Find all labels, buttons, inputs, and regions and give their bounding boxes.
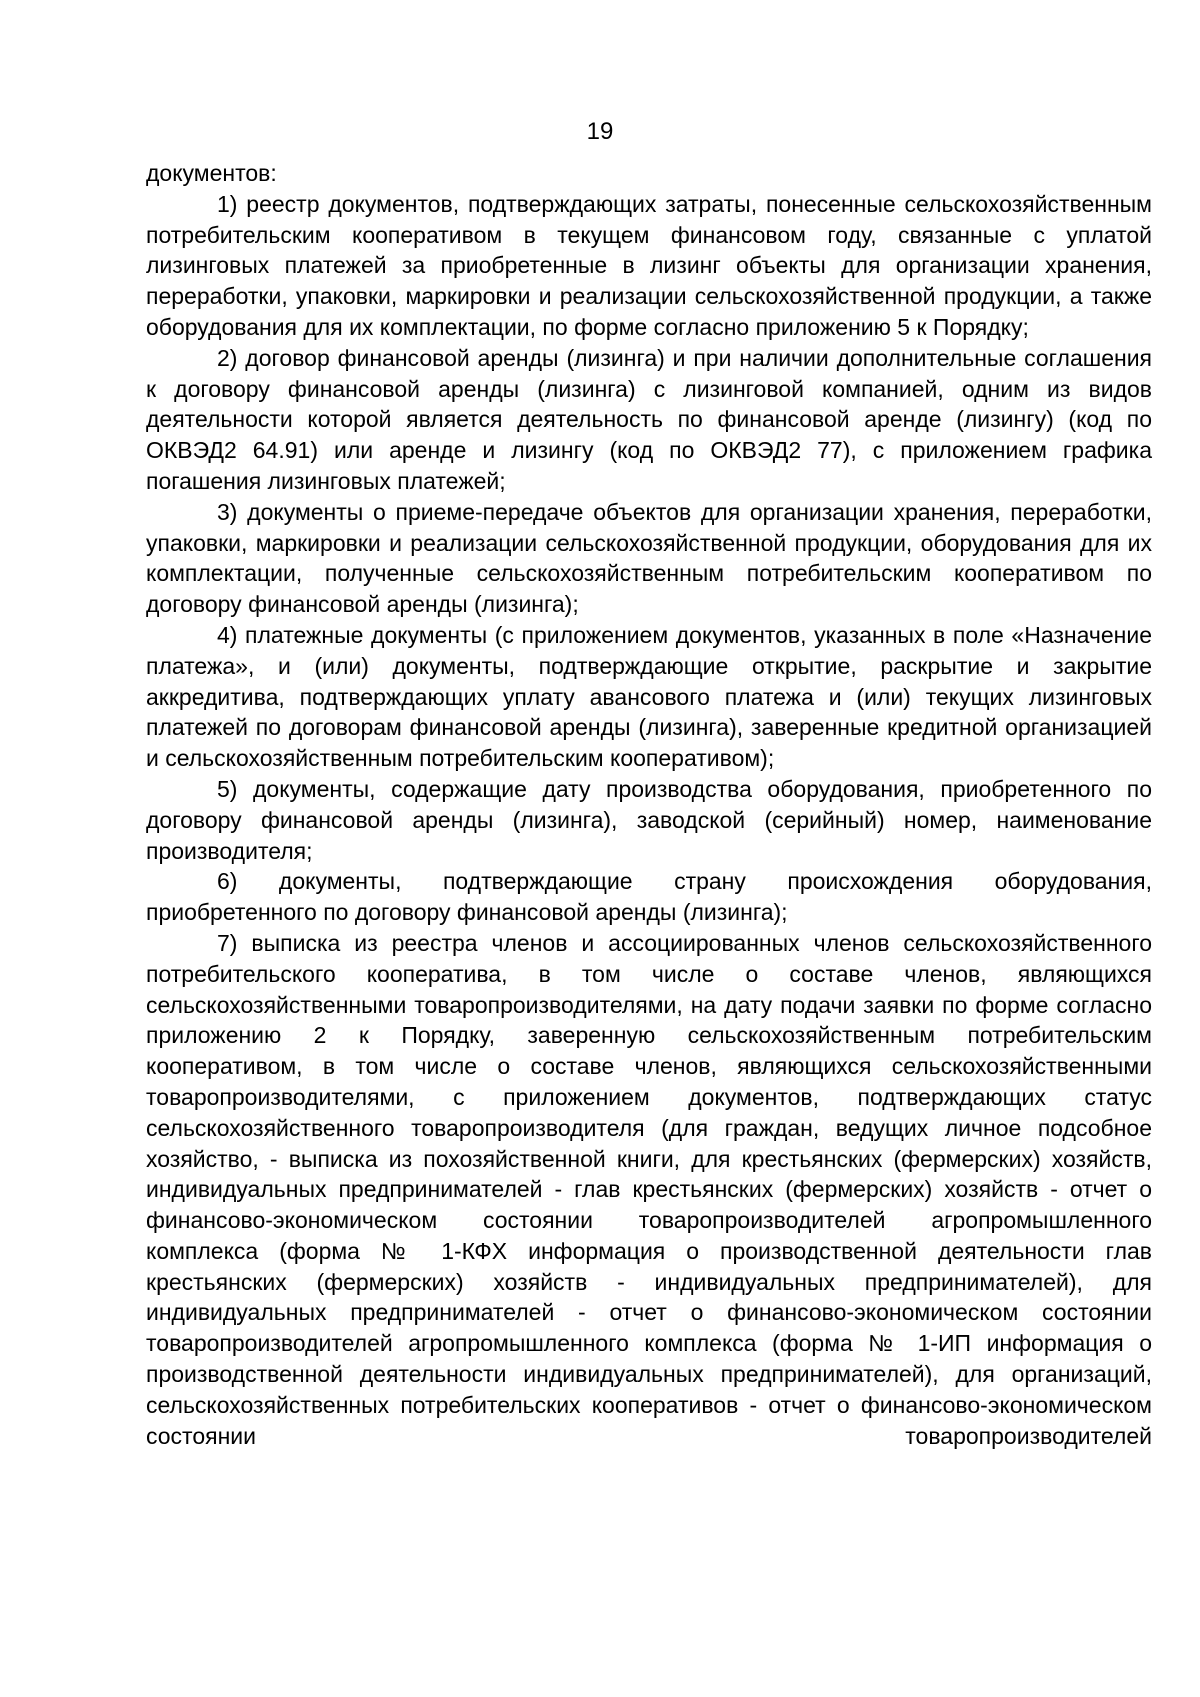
page-number: 19 — [586, 118, 614, 145]
list-item-4: 4) платежные документы (с приложением документов, указанных в поле «Назначение платежа», и (или) документы, подтверждающие открытие, раскрытие и закрытие аккредитива, подтверждающих уплату авансового платежа и (или) текущих лизинговых платежей по договорам финансовой аренды (лизинга), заверенные кредитной организацией и сельскохозяйственным потребительским кооперативом); — [146, 621, 1152, 772]
list-item-2: 2) договор финансовой аренды (лизинга) и при наличии дополнительные соглашения к договору финансовой аренды (лизинга) с лизинговой компанией, одним из видов деятельности которой является деятельность по финансовой аренде (лизингу) (код по ОКВЭД2 64.91) или аренде и лизингу (код по ОКВЭД2 77), с приложением графика погашения лизинговых платежей; — [146, 344, 1152, 494]
list-item-7: 7) выписка из реестра членов и ассоциированных членов сельскохозяйственного потребительского кооператива, в том числе о составе членов, являющихся сельскохозяйственными товаропроизводителями, на дату подачи заявки по форме согласно приложению 2 к Порядку, заверенную сельскохозяйственным потребительским кооперативом, в том числе о составе членов, являющихся сельскохозяйственными товаропроизводителями, с приложением документов, подтверждающих статус сельскохозяйственного товаропроизводителя (для граждан, ведущих личное подсобное хозяйство, - выписка из похозяйственной книги, для крестьянских (фермерских) хозяйств, индивидуальных предпринимателей - глав крестьянских (фермерских) хозяйств - отчет о финансово-экономическом состоянии товаропроизводителей агропромышленного комплекса (форма № 1-КФХ информация о производственной деятельности глав крестьянских (фермерских) хозяйств - индивидуальных предпринимателей), для индивидуальных предпринимателей - отчет о финансово-экономическом состоянии товаропроизводителей агропромышленного комплекса (форма № 1-ИП информация о производственной деятельности индивидуальных предпринимателей), для организаций, сельскохозяйственных потребительских кооперативов - отчет о финансово-экономическом состоянии товаропроизводителей — [146, 929, 1152, 1449]
document-body — [146, 158, 1152, 1451]
list-item-5: 5) документы, содержащие дату производства оборудования, приобретенного по договору финансовой аренды (лизинга), заводской (серийный) номер, наименование производителя; — [146, 775, 1152, 864]
paragraph-intro: документов: — [146, 160, 277, 186]
list-item-6: 6) документы, подтверждающие страну происхождения оборудования, приобретенного по договору финансовой аренды (лизинга); — [146, 868, 1152, 926]
list-item-1: 1) реестр документов, подтверждающих затраты, понесенные сельскохозяйственным потребительским кооперативом в текущем финансовом году, связанные с уплатой лизинговых платежей за приобретенные в лизинг объекты для организации хранения, переработки, упаковки, маркировки и реализации сельскохозяйственной продукции, а также оборудования для их комплектации, по форме согласно приложению 5 к Порядку; — [146, 190, 1152, 340]
list-item-3: 3) документы о приеме-передаче объектов для организации хранения, переработки, упаковки, маркировки и реализации сельскохозяйственной продукции, оборудования для их комплектации, полученные сельскохозяйственным потребительским кооперативом по договору финансовой аренды (лизинга); — [146, 498, 1152, 618]
